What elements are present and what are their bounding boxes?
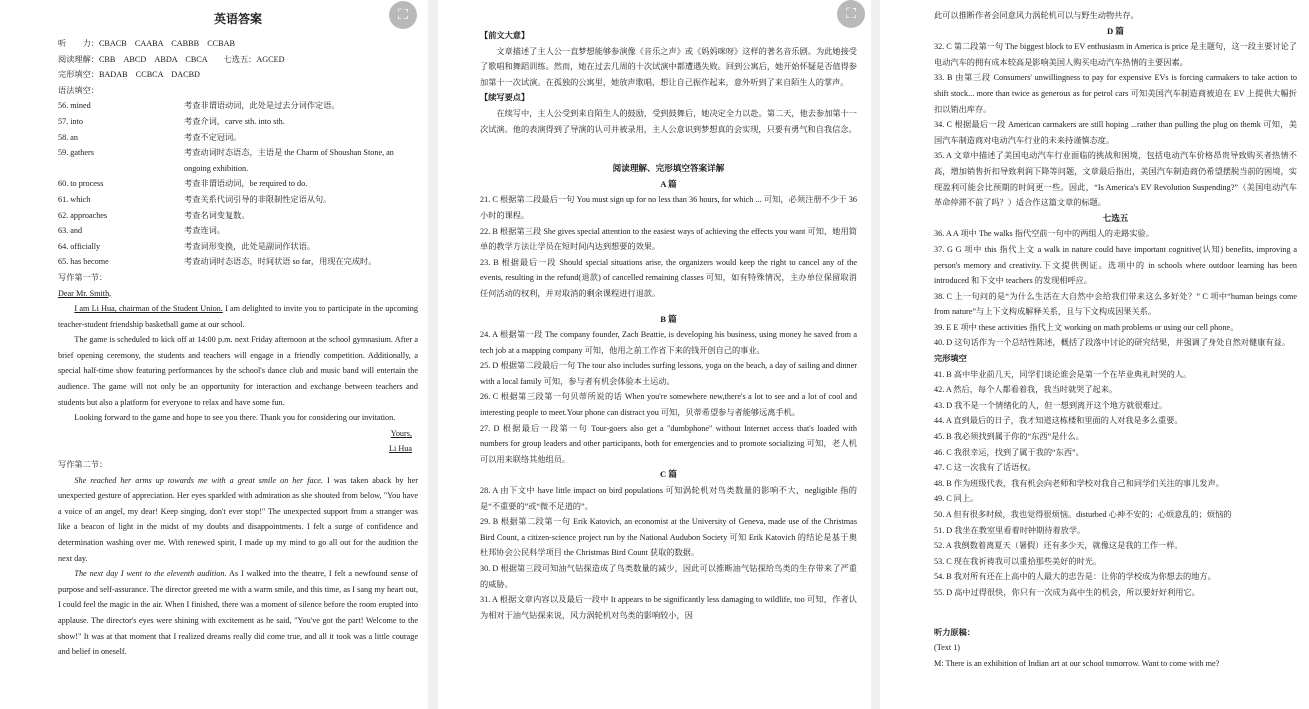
writing2-paragraph-2 — [58, 566, 418, 660]
grammar-item — [58, 161, 418, 177]
grammar-item — [58, 192, 418, 208]
answer-item: 22. B 根据第三段 She gives special attention to the easiest ways of achieving the effects you want 可知，她用简单的教学方法让学员在短时间内达到想要的效果。 — [480, 226, 857, 252]
answer-item: 39. E E 项中 these activities 指代上文 working on math problems or using our cell phone。 — [934, 322, 1239, 332]
grammar-explain: ongoing exhibition. — [184, 163, 249, 173]
answer-item: 48. B 作为班级代表，我有机会向老师和学校对我自己和同学们关注的事儿发声。 — [934, 478, 1224, 488]
answer-item: 54. B 我对所有还在上高中的人最大的忠告是：让你的学校成为你想去的地方。 — [934, 572, 1216, 582]
points-text: 在续写中，主人公受到来自陌生人的鼓励，受到鼓舞后，她决定全力以赴。第二天，他去参加第十一次试演。他的表演得到了导演的认可并被录用，主人公意识到梦想真的会实现，只要有勇气和自我信念。 — [480, 108, 857, 134]
answer-item: 50. A 但有很多时候，我也觉得很烦恼。disturbed 心神不安的；心烦意乱的；烦恼的 — [934, 510, 1232, 519]
answer-item: 34. C 根据最后一段 American carmakers are still hoping ...rather than pulling the plug on themk 可知，美国汽车制造商对电动汽车行业的未来持谨慎态度。 — [934, 120, 1297, 145]
answer-line-cloze: 完形填空：BADAB CCBCA DACBD — [58, 70, 200, 80]
signature-closing: Yours, — [390, 428, 412, 438]
answer-item: 49. C 同上。 — [934, 494, 979, 504]
grammar-explain: 考查不定冠词。 — [184, 132, 242, 142]
zoom-icon[interactable]: ⛶ — [837, 0, 865, 28]
grammar-explain: 考查非谓语动词，此处是过去分词作定语。 — [184, 101, 340, 111]
salutation: Dear Mr. Smith, — [58, 288, 112, 298]
answer-item: 46. C 我很幸运，找到了属于我的“东西”。 — [934, 447, 1084, 457]
answer-item: 28. A 由下文中 have little impact on bird populations 可知涡轮机对鸟类数量的影响不大，negligible 指的是“不重要的”或“微不足道的”。 — [480, 486, 857, 511]
grammar-item — [58, 98, 418, 114]
grammar-explain: 考查介词，carve sth. into sth. — [184, 116, 285, 126]
grammar-word: 62. approaches — [58, 210, 108, 220]
listening-text-label: (Text 1) — [934, 643, 961, 653]
grammar-item — [58, 208, 418, 224]
answer-item: 38. C 上一句问的是“为什么生活在大自然中会给我们带来这么多好处？” C 项中“human beings come from nature”与上下文构成解释关系，且与下文构成因果关系。 — [934, 291, 1297, 317]
answer-item: 26. C 根据第三段第一句贝蒂所说的话 When you're somewhere new,there's a lot to see and a lot of cool and interesting people to meet.Your phone can distract you 可知，贝蒂希望参与者能够远离手机。 — [480, 392, 857, 418]
writing1-open-rest: I am delighted to invite you to participate in the upcoming teacher-student friendship basketball game at our school. — [58, 304, 418, 329]
answer-page-2 — [438, 0, 871, 709]
writing2-p1-rest: I was taken aback by her unexpected gesture of appreciation. Her eyes sparkled with admiration as she shouted from below, "You have a voice of an angel, my dear! Keep singing, don't ever stop!" The unexpected support from a stranger was like a beacon of light in the midst of my doubts and disappointments. I felt a surge of confidence and determination washing over me. With renewed spirit, I made up my mind to go all out for the audition the next day. — [58, 475, 418, 563]
passage-b-title: B 篇 — [660, 313, 677, 324]
grammar-word: 64. officially — [58, 241, 101, 251]
answer-item: 53. C 现在我祈祷我可以重拾那些美好的时光。 — [934, 556, 1102, 566]
answer-item: 37. G G 项中 this 指代上文 a walk in nature could have important cognitive(认知) benefits, improving a person's memory and creativity.下文提供例证。选项中的 in schools where outdoor learning has been introduced 和下文中 teachers 的发现相呼应。 — [934, 244, 1297, 286]
answer-page-1 — [0, 0, 428, 709]
answer-item: 32. C 第二段第一句 The biggest block to EV enthusiasm in America is price 是主题句，这一段主要讨论了电动汽车的拥有成本较高是影响美国人购买电动汽车热情的主要因素。 — [934, 42, 1297, 67]
answer-line-listening: 听 力：CBACB CAABA CABBB CCBAB — [58, 39, 235, 48]
passage-a-title: A 篇 — [660, 178, 677, 189]
main-idea-heading: 【前文大意】 — [480, 31, 530, 40]
listening-title: 听力原稿： — [934, 627, 975, 637]
page-title: 英语答案 — [213, 12, 262, 26]
answer-line-reading: 阅读理解：CBB ABCD ABDA CBCA 七选五：AGCED — [58, 54, 285, 64]
grammar-item — [58, 239, 418, 255]
answer-item: 33. B 由第三段 Consumers' unwillingness to pay for expensive EVs is forcing carmakers to take action to shift stock... more than twice as generous as for petrol cars 可知美国汽车制造商被迫在 EV 上提供大幅折扣以销出库存。 — [934, 73, 1297, 114]
answer-item: 51. D 我坐在教室里看着时钟期待着放学。 — [934, 525, 1086, 535]
grammar-word: 60. to process — [58, 179, 104, 189]
answer-item: 31. A 根据文章内容以及最后一段中 It appears to be significantly less damaging to wildlife, too 可知，作者认为相对于油气钻探来说，风力涡轮机对鸟类的影响较小，因 — [480, 595, 857, 620]
writing1-heading: 写作第一节： — [58, 272, 108, 282]
points-heading: 【续写要点】 — [480, 93, 530, 103]
zoom-icon[interactable]: ⛶ — [389, 1, 417, 29]
answer-item: 30. D 根据第三段可知油气钻探造成了鸟类数量的减少，因此可以推断油气钻探给鸟类的生存带来了严重的威胁。 — [480, 564, 857, 589]
grammar-item — [58, 145, 418, 161]
grammar-word: 57. into — [58, 116, 84, 126]
answer-item: 24. A 根据第一段 The company founder, Zach Beattie, is developing his business, using money he saved from a tech job at a mapping company 可知，他用之前工作省下来的钱开创自己的事业。 — [480, 330, 857, 355]
grammar-word — [58, 161, 184, 177]
grammar-explain: 考查非谓语动词，be required to do. — [184, 179, 308, 189]
signature-name: Li Hua — [389, 444, 412, 454]
answer-item: 43. D 我不是一个情绪化的人，但一想到离开这个地方就很难过。 — [934, 400, 1168, 410]
answer-item: 35. A 文章中描述了美国电动汽车行业面临的挑战和困境，包括电动汽车价格昂贵导致购买者热情不高，增加销售折扣导致利润下降等问题，文章最后指出，美国汽车制造商仍希望摆脱当前的困境，实现盈利可能会比预期的时间更一些。因此，“Is America's EV Revolution Suspending?”（美国电动汽车革命停滞不前了吗？）适合作这篇文章的标题。 — [934, 151, 1297, 208]
grammar-word: 56. mined — [58, 101, 91, 111]
grammar-item — [58, 176, 418, 192]
answer-item: 25. D 根据第二段最后一句 The tour also includes surfing lessons, yoga on the beach, a day of sailing and dinner with a local family 可知，参与者有机会体验本土运动。 — [480, 361, 857, 386]
answer-item: 41. B 高中毕业前几天，同学们谈论谁会是第一个在毕业典礼时哭的人。 — [934, 369, 1192, 379]
passage-c-title: C 篇 — [660, 469, 677, 480]
answer-item: 47. C 这一次我有了话语权。 — [934, 463, 1036, 473]
grammar-item — [58, 223, 418, 239]
grammar-item — [58, 254, 418, 270]
grammar-explain: 考查词形变换，此处是副词作状语。 — [184, 241, 316, 251]
writing1-paragraph-3: Looking forward to the game and hope to see you there. Thank you for considering our invitation. — [74, 413, 396, 423]
answer-item: 55. D 高中过得很快，你只有一次成为高中生的机会，所以要好好利用它。 — [934, 587, 1200, 597]
answer-item: 23. B 根据最后一段 Should special situations arise, the organizers would keep the right to cancel any of the events, resulting in the refund(退款) of cancelled remaining classes 可知，如有特殊情况，主办单位保留取消任何活动的权利，并对取消的剩余课程进行退款。 — [480, 257, 857, 298]
cloze-title: 完形填空 — [934, 354, 967, 364]
grammar-word: 58. an — [58, 132, 79, 142]
continued-text: 此可以推断作者会同意风力涡轮机可以与野生动物共存。 — [934, 11, 1139, 20]
section-title: 阅读理解、完形填空答案详解 — [612, 163, 725, 174]
listening-line: M: There is an exhibition of Indian art at our school tomorrow. Want to come with me? — [934, 658, 1220, 668]
writing1-paragraph-2: The game is scheduled to kick off at 14:00 p.m. next Friday afternoon at the school gymnasium. After a brief opening ceremony, the students and teachers will engage in a friendly competition. Additionally, a special half-time show featuring performances by the school's dance club and music band will entertain the audience. The game will not only be an opportunity for interaction and exchange between teachers and students but also a platform for everyone to relax and have some fun. — [58, 335, 418, 407]
writing2-p2-rest: As I walked into the theatre, I felt a newfound sense of purpose and self-assurance. The director greeted me with a warm smile, and this time, as I sang my heart out, I could feel the magic in the air. When I finished, there was a moment of silence before the room erupted into applause. The director's eyes were shining with excitement as he said, "You've got the part! Welcome to the show!" It was at that moment that I realized dreams really did come true, and all it took was a little courage and belief in oneself. — [58, 569, 418, 657]
answer-item: 52. A 我倒数着离夏天（暑假）还有多少天，就像这是我的工作一样。 — [934, 541, 1183, 551]
answer-item: 36. A A 项中 The walks 指代空前一句中的两组人的走路实验。 — [934, 229, 1154, 239]
grammar-word: 59. gathers — [58, 148, 94, 158]
passage-d-title: D 篇 — [1107, 25, 1124, 36]
writing2-paragraph-1 — [58, 473, 418, 567]
answer-page-3 — [880, 0, 1309, 709]
answer-item: 21. C 根据第二段最后一句 You must sign up for no less than 36 hours, for which ... 可知，必须注册不少于 36 小时的课程。 — [480, 195, 857, 220]
grammar-word: 63. and — [58, 226, 83, 236]
answer-item: 27. D 根据最后一段第一句 Tour-goers also get a "dumbphone" without Internet access that's loaded with numbers for group leaders and other participants, both for emergencies and to promote socializing 可知，老人机可以用来联络其他组员。 — [480, 423, 857, 464]
grammar-word: 65. has become — [58, 257, 109, 267]
writing1-paragraph — [58, 301, 418, 332]
grammar-word: 61. which — [58, 194, 91, 204]
answer-item: 44. A 直到最后的日子，我才知道这栋楼和里面的人对我是多么重要。 — [934, 416, 1183, 426]
grammar-explain: 考查动词时态语态，时间状语 so far，用现在完成时。 — [184, 257, 377, 267]
answer-item: 42. A 然后，每个人都看着我，我当时就哭了起来。 — [934, 385, 1118, 395]
writing2-p2-lead: The next day I went to the eleventh audition. — [74, 569, 227, 579]
writing1-open-underlined: I am Li Hua, chairman of the Student Union. — [74, 304, 223, 314]
seven-choose-five-title: 七选五 — [1102, 212, 1129, 223]
answer-item: 40. D 这句话作为一个总结性陈述，概括了段落中讨论的研究结果，并强调了身处自然对健康有益。 — [934, 338, 1290, 348]
writing2-p1-lead: She reached her arms up towards me with a great smile on her face. — [74, 475, 323, 485]
writing2-heading: 写作第二节： — [58, 460, 108, 470]
main-idea-text: 文章描述了主人公一直梦想能够参演像《音乐之声》或《妈妈咪呀》这样的著名音乐剧。为此她接受了歌唱和舞蹈训练。然而，她在过去几周的十次试演中都遭遇失败。回到公寓后，她开始怀疑是否值得参加第十一次试演。在孤独的公寓里，她放声歌唱，想让自己振作起来，意外听到了来自陌生人的掌声。 — [480, 46, 857, 87]
grammar-list — [58, 98, 418, 270]
answer-line-grammar: 语法填空： — [58, 85, 99, 95]
grammar-explain: 考查连词。 — [184, 226, 225, 236]
grammar-explain: 考查动词时态语态，主语是 the Charm of Shoushan Stone, an — [184, 148, 394, 158]
grammar-explain: 考查名词变复数。 — [184, 210, 250, 220]
grammar-item — [58, 130, 418, 146]
answer-item: 45. B 我必须找到属于你的“东西”是什么。 — [934, 432, 1084, 442]
answer-item: 29. B 根据第二段第一句 Erik Katovich, an economist at the University of Geneva, made use of the Christmas Bird Count, a citizen-science project run by the National Audubon Society 可知 Erik Katovich 的结论是基于奥杜邦协会公民科学项目 the Christmas Bird Count 获取的数据。 — [480, 517, 857, 558]
grammar-explain: 考查关系代词引导的非限制性定语从句。 — [184, 194, 332, 204]
grammar-item — [58, 114, 418, 130]
